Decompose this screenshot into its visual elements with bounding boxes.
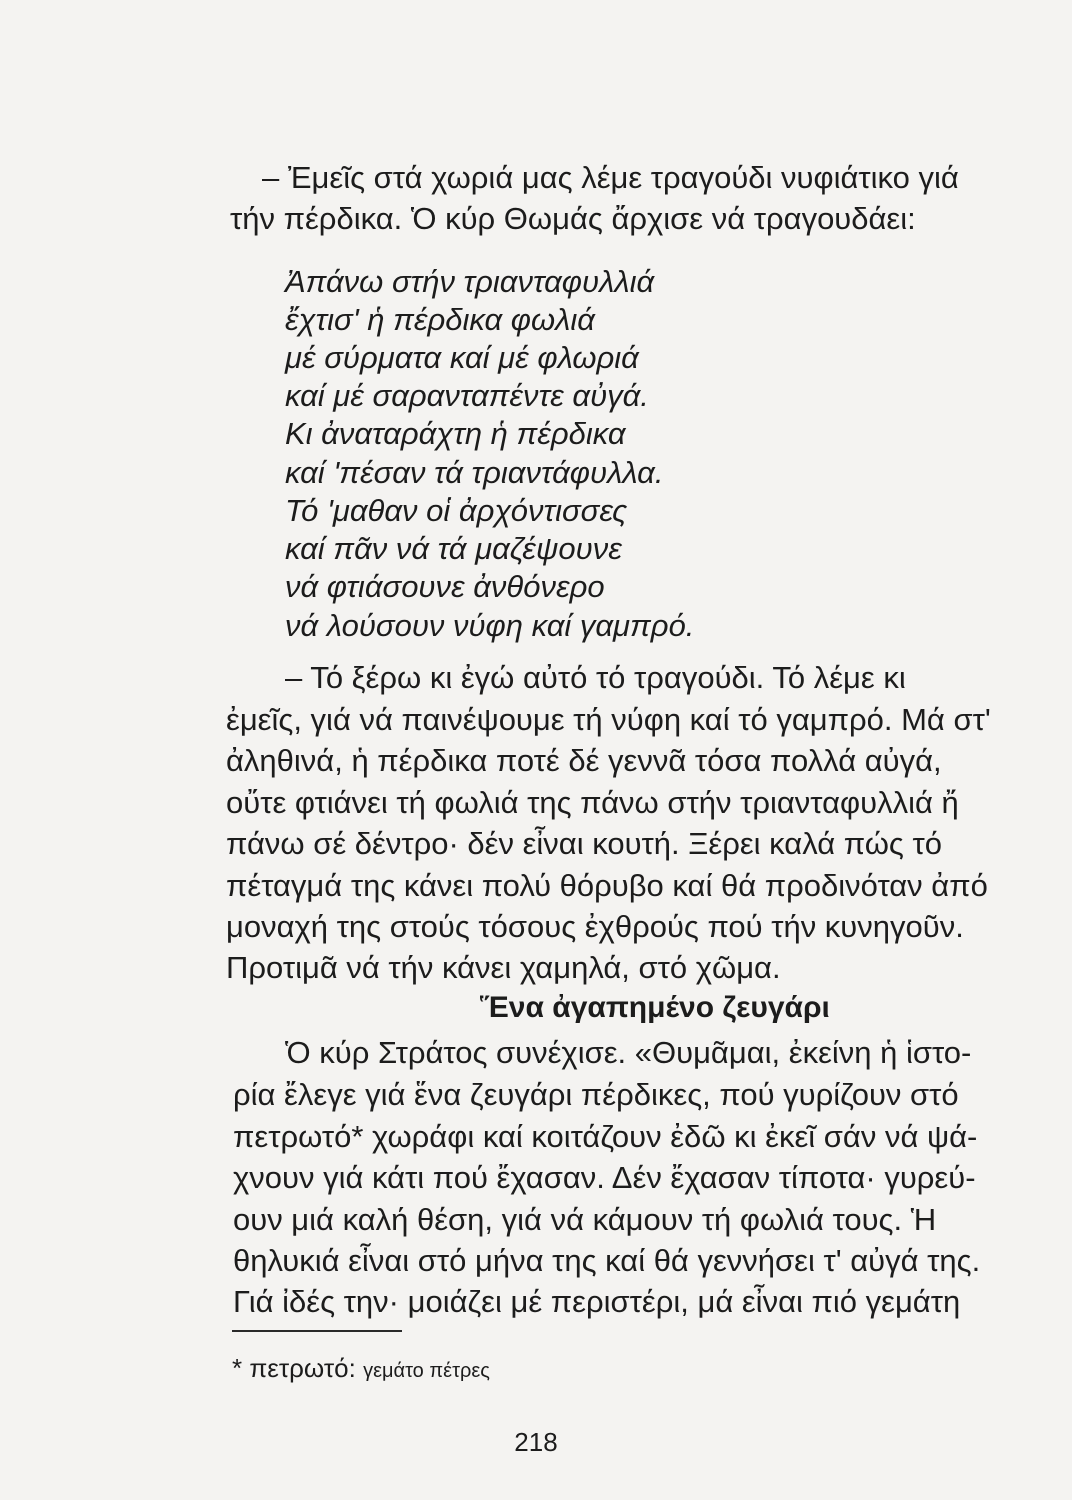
song-line-1: Ἀπάνω στήν τριανταφυλλιά bbox=[285, 264, 655, 299]
reply-line-5: πάνω σέ δέντρο· δέν εἶναι κουτή. Ξέρει καλά πώς τό bbox=[226, 826, 942, 861]
reply-line-6: πέταγμά της κάνει πολύ θόρυβο καί θά προδινόταν ἀπό bbox=[226, 868, 988, 903]
song-line-4: καί μέ σαρανταπέντε αὐγά. bbox=[285, 378, 649, 413]
song-line-8: καί πᾶν νά τά μαζέψουνε bbox=[285, 531, 622, 566]
story-line-6: θηλυκιά εἶναι στό μήνα της καί θά γεννήσει τ' αὐγά της. bbox=[233, 1243, 981, 1278]
page-number: 218 bbox=[514, 1427, 558, 1457]
song-line-10: νά λούσουν νύφη καί γαμπρό. bbox=[285, 608, 695, 643]
song-line-2: ἔχτισ' ἡ πέρδικα φωλιά bbox=[285, 302, 595, 337]
footnote-rule bbox=[232, 1330, 402, 1332]
reply-line-1: – Τό ξέρω κι ἐγώ αὐτό τό τραγούδι. Τό λέμε κι bbox=[285, 660, 906, 695]
song-line-9: νά φτιάσουνε ἀνθόνερο bbox=[285, 569, 605, 604]
footnote bbox=[232, 1352, 490, 1387]
story-line-7: Γιά ἰδές την· μοιάζει μέ περιστέρι, μά εἶναι πιό γεμάτη bbox=[233, 1284, 961, 1319]
song-line-5: Κι ἀναταράχτη ἡ πέρδικα bbox=[285, 416, 626, 451]
story-line-4: χνουν γιά κάτι πού ἔχασαν. Δέν ἔχασαν τίποτα· γυρεύ- bbox=[233, 1160, 976, 1195]
reply-line-2: ἐμεῖς, γιά νά παινέψουμε τή νύφη καί τό γαμπρό. Μά στ' bbox=[226, 702, 991, 737]
section-title: Ἕνα ἀγαπημένο ζευγάρι bbox=[480, 991, 830, 1024]
footnote-marker: * πετρωτό: bbox=[232, 1353, 356, 1383]
reply-line-8: Προτιμᾶ νά τήν κάνει χαμηλά, στό χῶμα. bbox=[226, 950, 781, 985]
story-line-2: ρία ἔλεγε γιά ἕνα ζευγάρι πέρδικες, πού γυρίζουν στό bbox=[233, 1077, 959, 1112]
story-line-1: Ὁ κύρ Στράτος συνέχισε. «Θυμᾶμαι, ἐκείνη ἡ ἱστο- bbox=[285, 1035, 972, 1070]
song-line-7: Τό 'μαθαν οἱ ἀρχόντισσες bbox=[285, 493, 628, 528]
reply-line-4: οὔτε φτιάνει τή φωλιά της πάνω στήν τριανταφυλλιά ἤ bbox=[226, 785, 959, 820]
reply-line-3: ἀληθινά, ἡ πέρδικα ποτέ δέ γεννᾶ τόσα πολλά αὐγά, bbox=[226, 743, 942, 778]
story-line-5: ουν μιά καλή θέση, γιά νά κάμουν τή φωλιά τους. Ἡ bbox=[233, 1202, 937, 1237]
reply-line-7: μοναχή της στούς τόσους ἐχθρούς πού τήν κυνηγοῦν. bbox=[226, 909, 964, 944]
song-line-3: μέ σύρματα καί μέ φλωριά bbox=[285, 340, 639, 375]
story-line-3: πετρωτό* χωράφι καί κοιτάζουν ἐδῶ κι ἐκεῖ σάν νά ψά- bbox=[233, 1119, 978, 1154]
intro-line-1: – Ἐμεῖς στά χωριά μας λέμε τραγούδι νυφιάτικο γιά bbox=[262, 160, 959, 195]
footnote-definition: γεμάτο πέτρες bbox=[363, 1360, 490, 1382]
song-line-6: καί 'πέσαν τά τριαντάφυλλα. bbox=[285, 455, 664, 490]
intro-line-2: τήν πέρδικα. Ὁ κύρ Θωμάς ἄρχισε νά τραγουδάει: bbox=[230, 201, 916, 236]
